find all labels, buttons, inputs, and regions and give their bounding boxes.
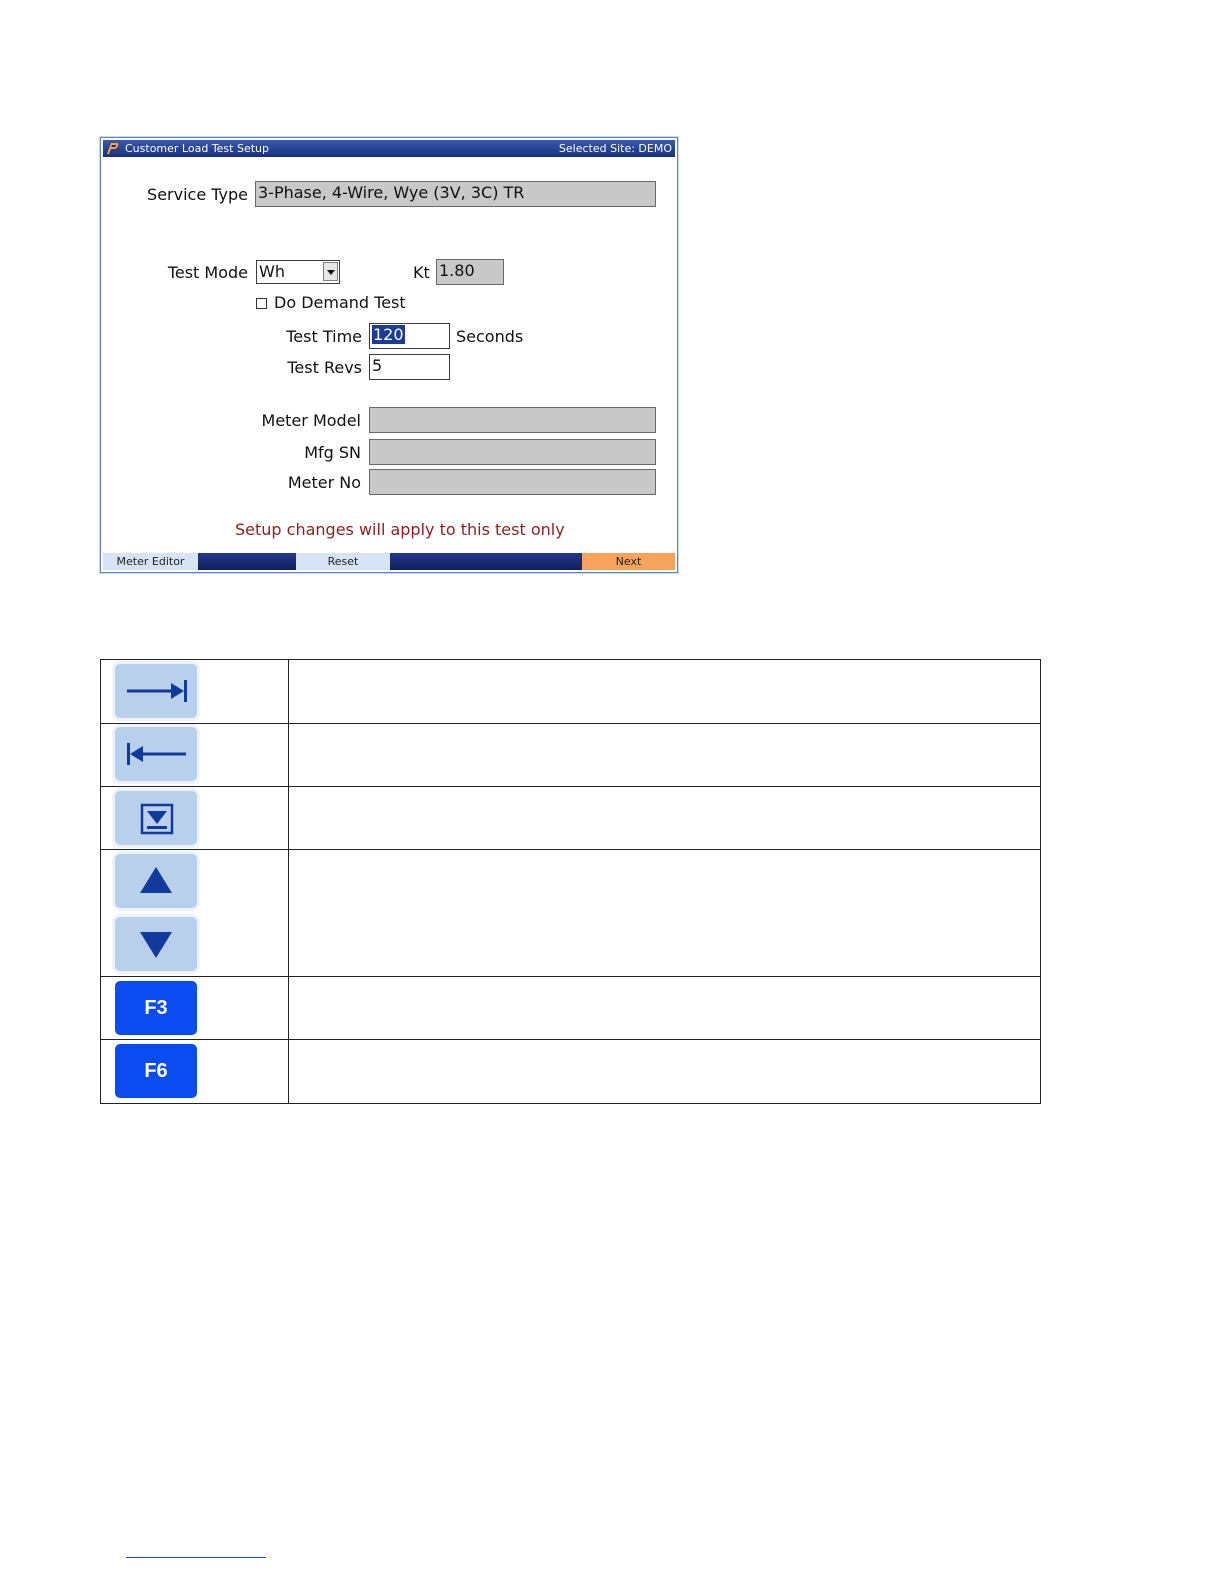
demand-test-label: Do Demand Test	[274, 293, 406, 312]
meter-no-label: Meter No	[287, 473, 361, 492]
kt-label: Kt	[413, 263, 430, 282]
arrow-up-key	[115, 854, 197, 908]
row-divider	[101, 976, 1040, 977]
test-mode-value: Wh	[259, 262, 285, 281]
row-divider	[101, 723, 1040, 724]
meter-editor-button[interactable]: Meter Editor	[103, 553, 198, 570]
tab-left-key	[115, 727, 197, 781]
footer-link-underline	[126, 1557, 266, 1558]
mfg-sn-field	[369, 439, 656, 465]
tab-right-icon	[115, 664, 197, 718]
mfg-sn-label: Mfg SN	[304, 443, 361, 462]
meter-model-field	[369, 407, 656, 433]
chevron-down-icon[interactable]	[323, 262, 338, 281]
arrow-up-icon	[115, 854, 197, 908]
reset-button[interactable]: Reset	[296, 553, 390, 570]
app-logo-icon	[105, 141, 120, 156]
meter-model-label: Meter Model	[261, 411, 361, 430]
seconds-label: Seconds	[456, 327, 524, 346]
tab-right-key	[115, 664, 197, 718]
test-revs-input[interactable]: 5	[369, 354, 450, 380]
setup-note: Setup changes will apply to this test only	[235, 520, 565, 539]
service-type-label: Service Type	[147, 185, 248, 204]
test-time-label: Test Time	[286, 327, 362, 346]
demand-test-checkbox[interactable]	[256, 298, 267, 309]
test-revs-label: Test Revs	[287, 358, 362, 377]
kt-field: 1.80	[436, 259, 504, 285]
f6-key: F6	[115, 1044, 197, 1098]
column-divider	[288, 660, 289, 1103]
test-mode-label: Test Mode	[167, 263, 248, 282]
function-key-bar	[103, 553, 675, 570]
dropdown-key	[115, 791, 197, 845]
test-time-value: 120	[373, 325, 404, 344]
selected-site: Selected Site: DEMO	[558, 142, 672, 155]
tab-left-icon	[115, 727, 197, 781]
row-divider	[101, 1039, 1040, 1040]
arrow-down-icon	[115, 917, 197, 971]
meter-no-field	[369, 469, 656, 495]
dropdown-icon	[115, 791, 197, 845]
title-bar	[103, 140, 675, 157]
app-window	[100, 137, 678, 573]
service-type-field: 3-Phase, 4-Wire, Wye (3V, 3C) TR	[255, 181, 656, 207]
test-mode-select[interactable]	[256, 260, 340, 284]
next-button[interactable]: Next	[582, 553, 675, 570]
row-divider	[101, 786, 1040, 787]
test-time-input[interactable]	[369, 323, 450, 349]
arrow-down-key	[115, 917, 197, 971]
window-title: Customer Load Test Setup	[125, 142, 269, 155]
key-reference-table	[100, 659, 1041, 1104]
f3-key: F3	[115, 981, 197, 1035]
row-divider	[101, 849, 1040, 850]
